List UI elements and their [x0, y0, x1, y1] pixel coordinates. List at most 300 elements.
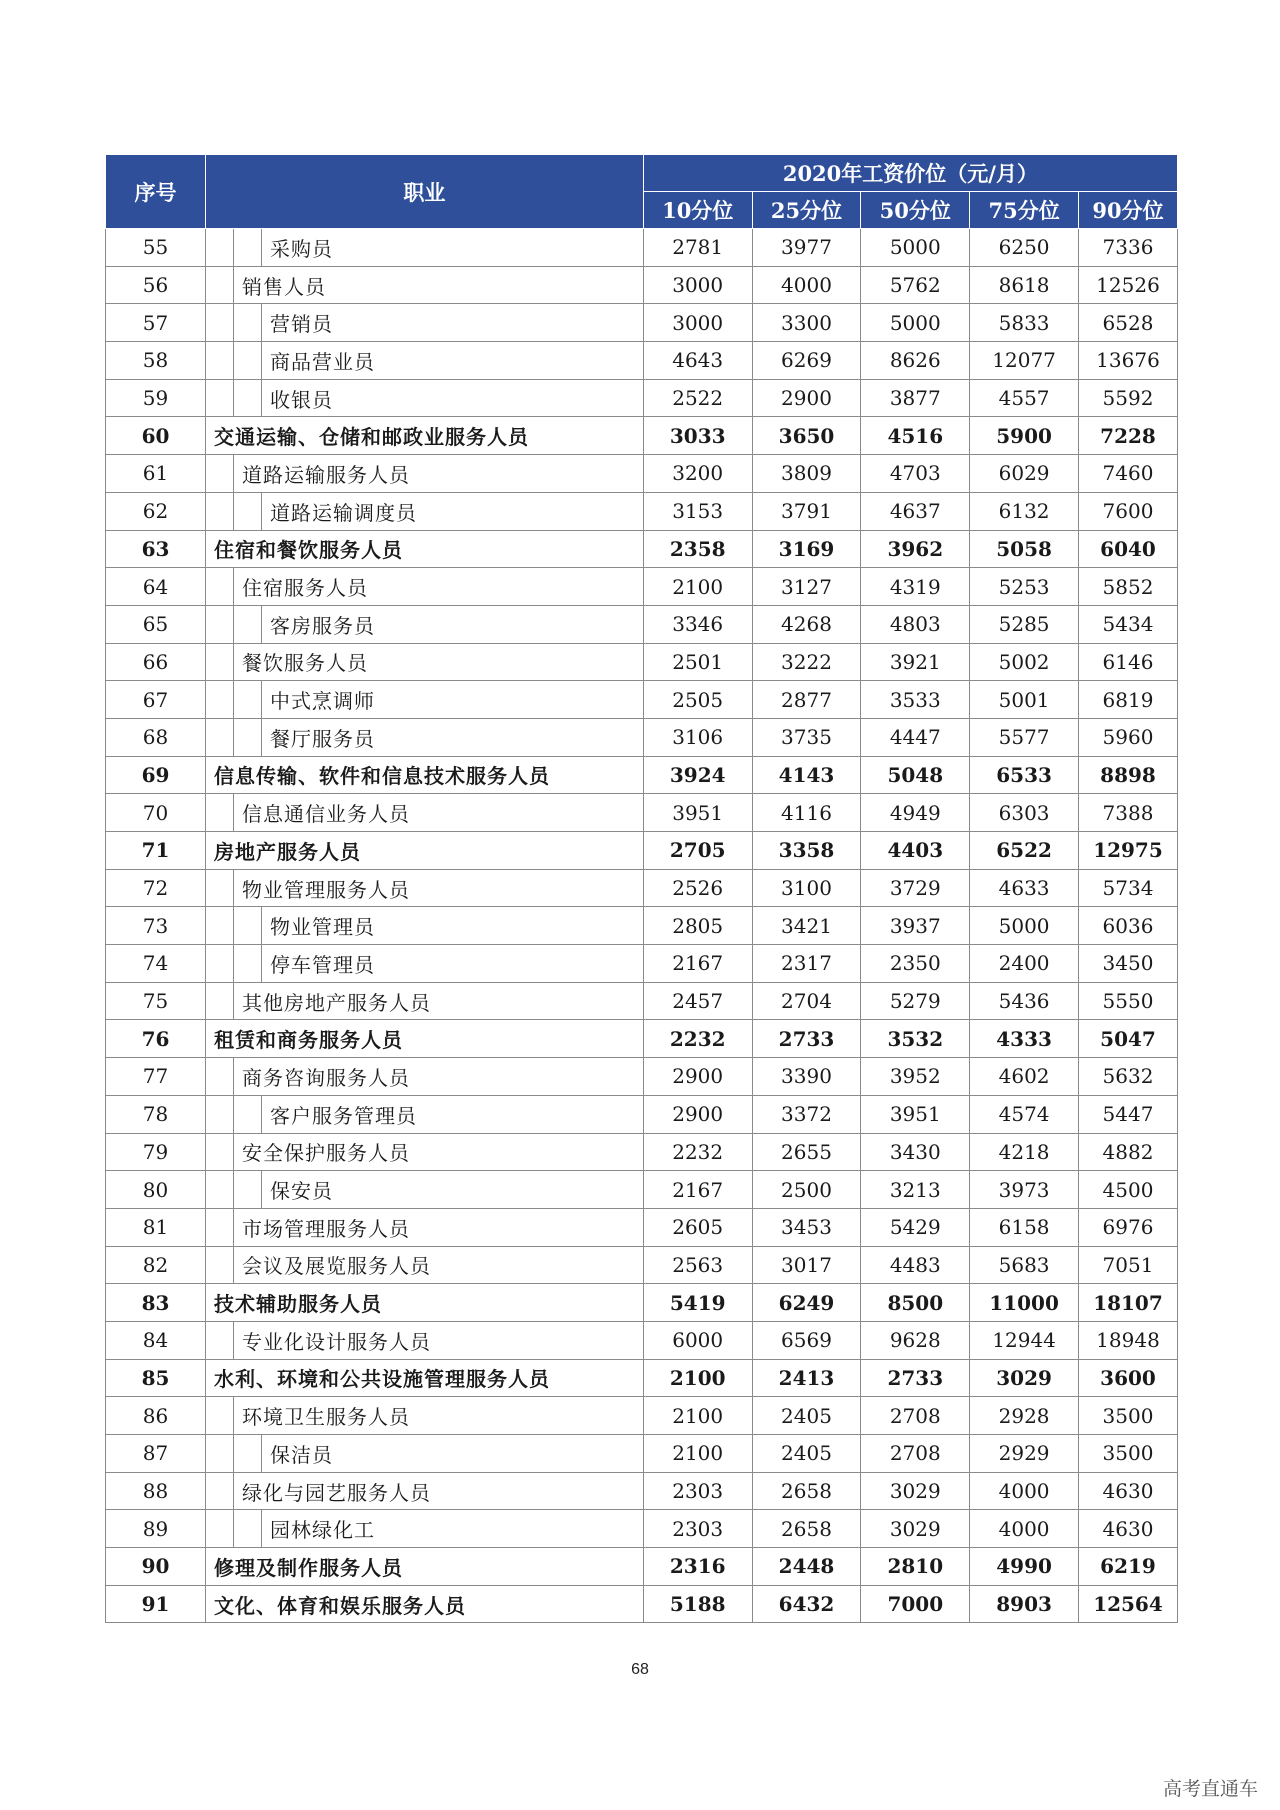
row-seq: 61	[106, 455, 206, 493]
row-occupation: 园林绿化工	[262, 1510, 644, 1548]
row-value-p10: 6000	[643, 1321, 752, 1359]
row-value-p25: 3390	[752, 1058, 861, 1096]
table-row	[106, 379, 1178, 417]
indent-cell	[234, 1095, 262, 1133]
table-row	[106, 455, 1178, 493]
indent-cell	[234, 492, 262, 530]
row-seq: 58	[106, 342, 206, 380]
row-value-p50: 4949	[861, 794, 970, 832]
row-value-p50: 3962	[861, 530, 970, 568]
row-value-p75: 6158	[970, 1208, 1079, 1246]
row-value-p75: 2400	[970, 945, 1079, 983]
row-value-p10: 2167	[643, 945, 752, 983]
row-value-p25: 2317	[752, 945, 861, 983]
row-value-p50: 5762	[861, 266, 970, 304]
row-value-p10: 2316	[643, 1548, 752, 1586]
row-value-p90: 18107	[1078, 1284, 1177, 1322]
row-value-p90: 5734	[1078, 869, 1177, 907]
row-seq: 59	[106, 379, 206, 417]
row-seq: 67	[106, 681, 206, 719]
row-value-p10: 2167	[643, 1171, 752, 1209]
row-value-p75: 4000	[970, 1510, 1079, 1548]
row-value-p90: 13676	[1078, 342, 1177, 380]
indent-cell	[234, 718, 262, 756]
table-row	[106, 605, 1178, 643]
row-value-p10: 3200	[643, 455, 752, 493]
row-value-p10: 2781	[643, 229, 752, 267]
row-occupation: 技术辅助服务人员	[206, 1284, 644, 1322]
row-value-p75: 12077	[970, 342, 1079, 380]
row-value-p90: 3450	[1078, 945, 1177, 983]
row-seq: 69	[106, 756, 206, 794]
row-occupation: 销售人员	[234, 266, 644, 304]
row-value-p50: 4703	[861, 455, 970, 493]
indent-cell	[234, 342, 262, 380]
row-value-p25: 3421	[752, 907, 861, 945]
row-value-p90: 7388	[1078, 794, 1177, 832]
row-value-p10: 3951	[643, 794, 752, 832]
row-value-p25: 2448	[752, 1548, 861, 1586]
row-value-p50: 3533	[861, 681, 970, 719]
row-value-p50: 4637	[861, 492, 970, 530]
row-value-p10: 2358	[643, 530, 752, 568]
row-value-p75: 5253	[970, 568, 1079, 606]
row-occupation: 专业化设计服务人员	[234, 1321, 644, 1359]
row-occupation: 道路运输服务人员	[234, 455, 644, 493]
indent-cell	[206, 869, 234, 907]
row-seq: 64	[106, 568, 206, 606]
row-occupation: 信息传输、软件和信息技术服务人员	[206, 756, 644, 794]
row-value-p25: 2658	[752, 1472, 861, 1510]
row-occupation: 绿化与园艺服务人员	[234, 1472, 644, 1510]
row-occupation: 会议及展览服务人员	[234, 1246, 644, 1284]
table-row	[106, 1510, 1178, 1548]
row-value-p25: 6249	[752, 1284, 861, 1322]
row-seq: 72	[106, 869, 206, 907]
row-value-p90: 5852	[1078, 568, 1177, 606]
row-value-p25: 3735	[752, 718, 861, 756]
row-value-p75: 4990	[970, 1548, 1079, 1586]
row-value-p75: 2928	[970, 1397, 1079, 1435]
row-value-p10: 2705	[643, 832, 752, 870]
row-value-p50: 5048	[861, 756, 970, 794]
row-value-p75: 5577	[970, 718, 1079, 756]
row-seq: 65	[106, 605, 206, 643]
row-value-p50: 7000	[861, 1585, 970, 1623]
row-value-p25: 3358	[752, 832, 861, 870]
indent-cell	[234, 1435, 262, 1473]
table-row	[106, 1359, 1178, 1397]
indent-cell	[206, 643, 234, 681]
indent-cell	[206, 1095, 234, 1133]
row-value-p25: 2655	[752, 1133, 861, 1171]
row-value-p75: 8903	[970, 1585, 1079, 1623]
row-value-p50: 3951	[861, 1095, 970, 1133]
row-value-p90: 7228	[1078, 417, 1177, 455]
row-seq: 90	[106, 1548, 206, 1586]
wage-table	[105, 155, 1178, 1623]
row-value-p25: 3100	[752, 869, 861, 907]
row-value-p90: 3600	[1078, 1359, 1177, 1397]
row-occupation: 营销员	[262, 304, 644, 342]
row-seq: 89	[106, 1510, 206, 1548]
table-row	[106, 756, 1178, 794]
row-value-p75: 5900	[970, 417, 1079, 455]
row-seq: 82	[106, 1246, 206, 1284]
table-row	[106, 869, 1178, 907]
indent-cell	[206, 1397, 234, 1435]
indent-cell	[206, 492, 234, 530]
table-row	[106, 832, 1178, 870]
row-value-p75: 11000	[970, 1284, 1079, 1322]
row-seq: 75	[106, 982, 206, 1020]
row-value-p25: 6569	[752, 1321, 861, 1359]
row-occupation: 住宿和餐饮服务人员	[206, 530, 644, 568]
row-value-p90: 7460	[1078, 455, 1177, 493]
table-row	[106, 568, 1178, 606]
row-value-p25: 2413	[752, 1359, 861, 1397]
table-row	[106, 1321, 1178, 1359]
row-value-p90: 8898	[1078, 756, 1177, 794]
row-occupation: 客房服务员	[262, 605, 644, 643]
indent-cell	[206, 907, 234, 945]
row-value-p90: 5447	[1078, 1095, 1177, 1133]
row-value-p25: 3372	[752, 1095, 861, 1133]
header-occupation: 职业	[206, 155, 644, 229]
row-value-p90: 5592	[1078, 379, 1177, 417]
row-value-p10: 2900	[643, 1058, 752, 1096]
row-value-p25: 6432	[752, 1585, 861, 1623]
table-row	[106, 945, 1178, 983]
indent-cell	[206, 1171, 234, 1209]
row-value-p10: 2522	[643, 379, 752, 417]
indent-cell	[206, 1435, 234, 1473]
row-value-p90: 6976	[1078, 1208, 1177, 1246]
indent-cell	[206, 681, 234, 719]
table-header	[106, 155, 1178, 229]
row-occupation: 安全保护服务人员	[234, 1133, 644, 1171]
row-value-p75: 5683	[970, 1246, 1079, 1284]
row-seq: 91	[106, 1585, 206, 1623]
row-value-p10: 3000	[643, 266, 752, 304]
header-p10: 10分位	[643, 192, 752, 229]
row-value-p50: 2708	[861, 1397, 970, 1435]
row-value-p10: 3924	[643, 756, 752, 794]
row-occupation: 文化、体育和娱乐服务人员	[206, 1585, 644, 1623]
row-value-p25: 3169	[752, 530, 861, 568]
table-row	[106, 1133, 1178, 1171]
row-occupation: 物业管理员	[262, 907, 644, 945]
row-value-p25: 4000	[752, 266, 861, 304]
table-row	[106, 643, 1178, 681]
row-value-p50: 4319	[861, 568, 970, 606]
row-occupation: 客户服务管理员	[262, 1095, 644, 1133]
row-seq: 68	[106, 718, 206, 756]
indent-cell	[234, 229, 262, 267]
table-row	[106, 1095, 1178, 1133]
table-row	[106, 229, 1178, 267]
row-value-p10: 4643	[643, 342, 752, 380]
row-value-p10: 3000	[643, 304, 752, 342]
row-value-p90: 12975	[1078, 832, 1177, 870]
row-value-p10: 2303	[643, 1472, 752, 1510]
row-value-p50: 9628	[861, 1321, 970, 1359]
row-value-p90: 12526	[1078, 266, 1177, 304]
row-value-p25: 2405	[752, 1435, 861, 1473]
row-occupation: 房地产服务人员	[206, 832, 644, 870]
row-value-p25: 3017	[752, 1246, 861, 1284]
row-value-p25: 3453	[752, 1208, 861, 1246]
row-value-p50: 2733	[861, 1359, 970, 1397]
row-value-p25: 3222	[752, 643, 861, 681]
page-number: 68	[631, 1661, 649, 1678]
indent-cell	[206, 229, 234, 267]
indent-cell	[206, 605, 234, 643]
row-value-p25: 4143	[752, 756, 861, 794]
row-seq: 87	[106, 1435, 206, 1473]
row-occupation: 修理及制作服务人员	[206, 1548, 644, 1586]
row-occupation: 信息通信业务人员	[234, 794, 644, 832]
row-seq: 73	[106, 907, 206, 945]
row-value-p90: 4630	[1078, 1472, 1177, 1510]
table-row	[106, 1284, 1178, 1322]
row-value-p90: 7600	[1078, 492, 1177, 530]
row-seq: 55	[106, 229, 206, 267]
row-value-p50: 4803	[861, 605, 970, 643]
indent-cell	[206, 718, 234, 756]
row-value-p75: 5833	[970, 304, 1079, 342]
row-value-p10: 2457	[643, 982, 752, 1020]
table-row	[106, 1246, 1178, 1284]
row-value-p50: 4403	[861, 832, 970, 870]
indent-cell	[234, 1510, 262, 1548]
row-seq: 74	[106, 945, 206, 983]
row-value-p25: 3809	[752, 455, 861, 493]
row-value-p90: 4630	[1078, 1510, 1177, 1548]
row-value-p75: 4333	[970, 1020, 1079, 1058]
row-value-p25: 3127	[752, 568, 861, 606]
row-value-p25: 2704	[752, 982, 861, 1020]
row-value-p90: 4500	[1078, 1171, 1177, 1209]
row-value-p10: 2100	[643, 1397, 752, 1435]
row-value-p10: 2232	[643, 1020, 752, 1058]
row-seq: 86	[106, 1397, 206, 1435]
row-value-p50: 5000	[861, 229, 970, 267]
row-value-p50: 3029	[861, 1472, 970, 1510]
row-value-p50: 4447	[861, 718, 970, 756]
row-occupation: 道路运输调度员	[262, 492, 644, 530]
row-value-p75: 8618	[970, 266, 1079, 304]
row-seq: 81	[106, 1208, 206, 1246]
row-value-p10: 2505	[643, 681, 752, 719]
indent-cell	[206, 794, 234, 832]
row-value-p75: 5058	[970, 530, 1079, 568]
row-value-p50: 8626	[861, 342, 970, 380]
indent-cell	[206, 1058, 234, 1096]
row-value-p50: 8500	[861, 1284, 970, 1322]
row-value-p50: 3729	[861, 869, 970, 907]
indent-cell	[206, 1510, 234, 1548]
table-row	[106, 907, 1178, 945]
row-value-p50: 5000	[861, 304, 970, 342]
row-value-p75: 5000	[970, 907, 1079, 945]
row-value-p10: 2900	[643, 1095, 752, 1133]
row-seq: 85	[106, 1359, 206, 1397]
table-row	[106, 1171, 1178, 1209]
row-value-p25: 3791	[752, 492, 861, 530]
watermark-text: 高考直通车	[1162, 1778, 1258, 1800]
row-value-p75: 6522	[970, 832, 1079, 870]
row-value-p90: 5960	[1078, 718, 1177, 756]
row-occupation: 物业管理服务人员	[234, 869, 644, 907]
row-seq: 56	[106, 266, 206, 304]
table-row	[106, 681, 1178, 719]
row-value-p25: 2500	[752, 1171, 861, 1209]
table-row	[106, 342, 1178, 380]
row-value-p50: 2350	[861, 945, 970, 983]
row-value-p90: 12564	[1078, 1585, 1177, 1623]
row-value-p50: 2708	[861, 1435, 970, 1473]
row-occupation: 收银员	[262, 379, 644, 417]
indent-cell	[206, 1133, 234, 1171]
row-occupation: 市场管理服务人员	[234, 1208, 644, 1246]
row-value-p90: 18948	[1078, 1321, 1177, 1359]
indent-cell	[206, 379, 234, 417]
row-value-p10: 3033	[643, 417, 752, 455]
row-occupation: 中式烹调师	[262, 681, 644, 719]
table-row	[106, 1208, 1178, 1246]
header-p25: 25分位	[752, 192, 861, 229]
indent-cell	[206, 304, 234, 342]
row-value-p50: 3532	[861, 1020, 970, 1058]
row-value-p25: 2658	[752, 1510, 861, 1548]
row-seq: 79	[106, 1133, 206, 1171]
header-p90: 90分位	[1078, 192, 1177, 229]
table-row	[106, 1472, 1178, 1510]
row-occupation: 停车管理员	[262, 945, 644, 983]
row-occupation: 其他房地产服务人员	[234, 982, 644, 1020]
indent-cell	[234, 907, 262, 945]
table-row	[106, 1397, 1178, 1435]
row-value-p50: 4516	[861, 417, 970, 455]
row-seq: 70	[106, 794, 206, 832]
row-value-p90: 6219	[1078, 1548, 1177, 1586]
header-wage-group: 2020年工资价位（元/月）	[643, 155, 1177, 192]
indent-cell	[206, 945, 234, 983]
row-seq: 83	[106, 1284, 206, 1322]
header-seq: 序号	[106, 155, 206, 229]
row-value-p75: 4557	[970, 379, 1079, 417]
row-value-p90: 5550	[1078, 982, 1177, 1020]
table-row	[106, 794, 1178, 832]
row-value-p10: 2805	[643, 907, 752, 945]
row-value-p50: 3937	[861, 907, 970, 945]
row-value-p90: 7051	[1078, 1246, 1177, 1284]
row-value-p25: 3977	[752, 229, 861, 267]
wage-table-container	[105, 155, 1178, 1623]
row-value-p75: 4602	[970, 1058, 1079, 1096]
indent-cell	[206, 568, 234, 606]
row-value-p90: 4882	[1078, 1133, 1177, 1171]
row-value-p75: 4633	[970, 869, 1079, 907]
row-value-p90: 6036	[1078, 907, 1177, 945]
table-row	[106, 982, 1178, 1020]
row-value-p10: 3153	[643, 492, 752, 530]
row-seq: 88	[106, 1472, 206, 1510]
indent-cell	[234, 605, 262, 643]
row-seq: 57	[106, 304, 206, 342]
row-value-p50: 3877	[861, 379, 970, 417]
row-value-p10: 2605	[643, 1208, 752, 1246]
row-occupation: 交通运输、仓储和邮政业服务人员	[206, 417, 644, 455]
indent-cell	[234, 379, 262, 417]
row-value-p50: 5429	[861, 1208, 970, 1246]
row-value-p90: 6146	[1078, 643, 1177, 681]
table-row	[106, 266, 1178, 304]
row-seq: 76	[106, 1020, 206, 1058]
row-occupation: 采购员	[262, 229, 644, 267]
row-seq: 78	[106, 1095, 206, 1133]
row-value-p75: 6533	[970, 756, 1079, 794]
row-value-p25: 3300	[752, 304, 861, 342]
row-value-p90: 5434	[1078, 605, 1177, 643]
row-value-p10: 2100	[643, 1359, 752, 1397]
indent-cell	[234, 945, 262, 983]
table-row	[106, 304, 1178, 342]
row-value-p50: 2810	[861, 1548, 970, 1586]
row-value-p10: 3106	[643, 718, 752, 756]
row-value-p75: 5002	[970, 643, 1079, 681]
row-value-p25: 2900	[752, 379, 861, 417]
indent-cell	[234, 681, 262, 719]
table-row	[106, 492, 1178, 530]
row-value-p50: 3029	[861, 1510, 970, 1548]
table-body	[106, 229, 1178, 1623]
row-value-p75: 3973	[970, 1171, 1079, 1209]
row-value-p50: 3213	[861, 1171, 970, 1209]
row-value-p25: 2733	[752, 1020, 861, 1058]
row-value-p90: 6528	[1078, 304, 1177, 342]
row-value-p25: 2405	[752, 1397, 861, 1435]
indent-cell	[206, 1208, 234, 1246]
row-occupation: 环境卫生服务人员	[234, 1397, 644, 1435]
row-value-p10: 3346	[643, 605, 752, 643]
row-seq: 71	[106, 832, 206, 870]
row-value-p10: 2526	[643, 869, 752, 907]
row-value-p90: 3500	[1078, 1435, 1177, 1473]
row-occupation: 商品营业员	[262, 342, 644, 380]
indent-cell	[234, 1171, 262, 1209]
row-seq: 63	[106, 530, 206, 568]
row-value-p90: 7336	[1078, 229, 1177, 267]
row-value-p90: 5632	[1078, 1058, 1177, 1096]
table-row	[106, 530, 1178, 568]
row-value-p90: 6040	[1078, 530, 1177, 568]
row-value-p25: 4116	[752, 794, 861, 832]
row-occupation: 保安员	[262, 1171, 644, 1209]
row-value-p75: 5436	[970, 982, 1079, 1020]
row-value-p90: 6819	[1078, 681, 1177, 719]
indent-cell	[234, 304, 262, 342]
row-value-p10: 2563	[643, 1246, 752, 1284]
row-occupation: 商务咨询服务人员	[234, 1058, 644, 1096]
row-value-p10: 5419	[643, 1284, 752, 1322]
row-value-p50: 4483	[861, 1246, 970, 1284]
row-value-p75: 6250	[970, 229, 1079, 267]
row-occupation: 餐厅服务员	[262, 718, 644, 756]
row-occupation: 住宿服务人员	[234, 568, 644, 606]
row-seq: 77	[106, 1058, 206, 1096]
